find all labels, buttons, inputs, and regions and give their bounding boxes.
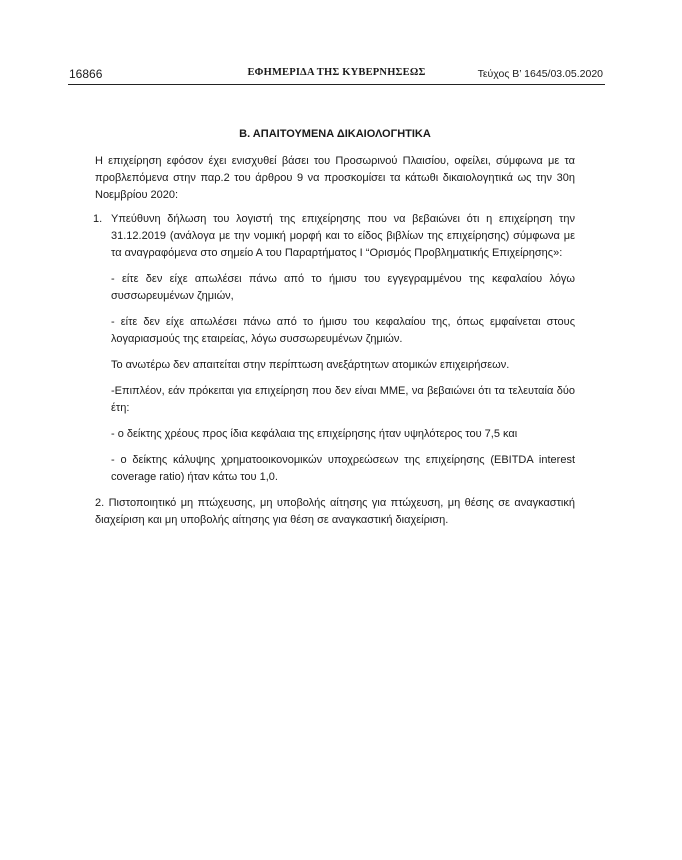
exemption-note: Το ανωτέρω δεν απαιτείται στην περίπτωση ανεξάρτητων ατομικών επιχειρήσεων. [111, 359, 510, 371]
requirement-item-2: 2. Πιστοποιητικό μη πτώχευσης, μη υποβολής αίτησης για πτώχευση, μη θέσης σε αναγκαστική διαχείριση και μη υποβολής αίτησης για θέση σε αναγκαστική διαχείριση. [95, 497, 575, 526]
document-body [95, 126, 575, 529]
page-number: 16866 [69, 67, 103, 81]
bullet-ebitda-ratio: - ο δείκτης κάλυψης χρηματοοικονομικών υποχρεώσεων της επιχείρησης (EBITDA interest coverage ratio) ήταν κάτω του 1,0. [111, 454, 575, 483]
requirement-item-1 [95, 211, 575, 486]
intro-paragraph: Η επιχείρηση εφόσον έχει ενισχυθεί βάσει του Προσωρινού Πλαισίου, οφείλει, σύμφωνα με τα προβλεπόμενα στην παρ.2 του άρθρου 9 να προσκομίσει τα κάτωθι δικαιολογητικά ως την 30η Νοεμβρίου 2020: [95, 155, 575, 201]
bullet-equity-loss: - είτε δεν είχε απωλέσει πάνω από το ήμισυ του κεφαλαίου της, όπως εμφαίνεται στους λογαριασμούς της εταιρείας, λόγω συσσωρευμένων ζημιών. [111, 316, 575, 345]
bullet-debt-ratio: - ο δείκτης χρέους προς ίδια κεφάλαια της επιχείρησης ήταν υψηλότερος του 7,5 και [111, 428, 518, 440]
bullet-capital-loss: - είτε δεν είχε απωλέσει πάνω από το ήμισυ του εγγεγραμμένου της κεφαλαίου λόγω συσσωρευμένων ζημιών, [111, 273, 575, 302]
page-header [68, 64, 605, 85]
issue-reference: Τεύχος B’ 1645/03.05.2020 [477, 68, 603, 80]
gazette-title: ΕΦΗΜΕΡΙΔΑ ΤΗΣ ΚΥΒΕΡΝΗΣΕΩΣ [247, 67, 426, 78]
additional-condition: -Επιπλέον, εάν πρόκειται για επιχείρηση που δεν είναι ΜΜΕ, να βεβαιώνει ότι τα τελευταία δύο έτη: [111, 385, 575, 414]
item-number: 1. [93, 213, 103, 225]
section-heading: Β. ΑΠΑΙΤΟΥΜΕΝΑ ΔΙΚΑΙΟΛΟΓΗΤΙΚΑ [239, 128, 431, 140]
item-1-text: Υπεύθυνη δήλωση του λογιστή της επιχείρησης που να βεβαιώνει ότι η επιχείρηση την 31.12.2019 (ανάλογα με την νομική μορφή και το είδος βιβλίων της επιχείρησης) σύμφωνα με τα αναγραφόμενα στο σημείο Α του Παραρτήματος Ι “Ορισμός Προβληματικής Επιχείρησης»: [111, 213, 575, 259]
